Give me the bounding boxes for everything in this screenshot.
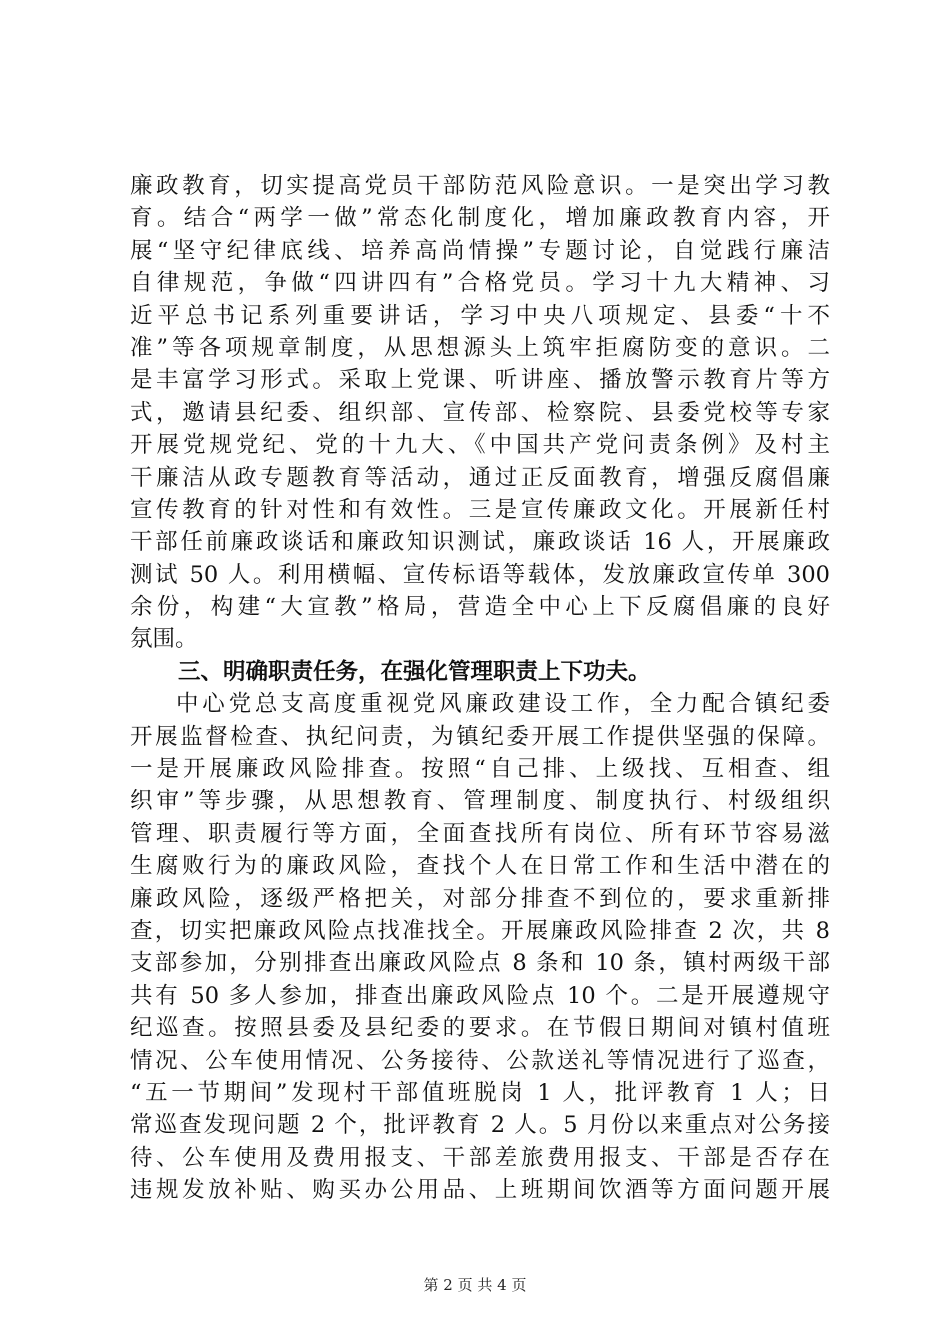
text-line: 展“坚守纪律底线、培养高尚情操”专题讨论，自觉践行廉洁 (130, 237, 830, 264)
text-line: 宣传教育的针对性和有效性。三是宣传廉政文化。开展新任村 (130, 496, 830, 523)
text-line: 情况、公车使用情况、公务接待、公款送礼等情况进行了巡查， (130, 1047, 830, 1074)
text-line: 氛围。 (130, 626, 198, 653)
text-line: 测试 50 人。利用横幅、宣传标语等载体，发放廉政宣传单 300 (130, 561, 830, 588)
text-line: 查，切实把廉政风险点找准找全。开展廉政风险排查 2 次，共 8 (130, 917, 830, 944)
text-line: 生腐败行为的廉政风险，查找个人在日常工作和生活中潜在的 (130, 853, 830, 880)
text-line: 待、公车使用及费用报支、干部差旅费用报支、干部是否存在 (130, 1144, 830, 1171)
section-heading: 三、明确职责任务，在强化管理职责上下功夫。 (178, 658, 651, 685)
text-line: 廉政风险，逐级严格把关，对部分排查不到位的，要求重新排 (130, 885, 830, 912)
text-line: 一是开展廉政风险排查。按照“自己排、上级找、互相查、组 (130, 756, 830, 783)
text-line: 式，邀请县纪委、组织部、宣传部、检察院、县委党校等专家 (130, 399, 830, 426)
text-line: 织审”等步骤，从思想教育、管理制度、制度执行、村级组织 (130, 788, 830, 815)
text-line: 违规发放补贴、购买办公用品、上班期间饮酒等方面问题开展 (130, 1177, 830, 1204)
text-line: “五一节期间”发现村干部值班脱岗 1 人，批评教育 1 人；日 (130, 1079, 830, 1106)
text-line: 近平总书记系列重要讲话，学习中央八项规定、县委“十不 (130, 302, 830, 329)
text-line: 纪巡查。按照县委及县纪委的要求。在节假日期间对镇村值班 (130, 1015, 830, 1042)
text-line: 管理、职责履行等方面，全面查找所有岗位、所有环节容易滋 (130, 820, 830, 847)
text-line: 共有 50 多人参加，排查出廉政风险点 10 个。二是开展遵规守 (130, 982, 830, 1009)
text-line: 准”等各项规章制度，从思想源头上筑牢拒腐防变的意识。二 (130, 334, 830, 361)
text-line: 干廉洁从政专题教育等活动，通过正反面教育，增强反腐倡廉 (130, 464, 830, 491)
text-line: 余份，构建“大宣教”格局，营造全中心上下反腐倡廉的良好 (130, 594, 830, 621)
text-line: 廉政教育，切实提高党员干部防范风险意识。一是突出学习教 (130, 173, 830, 199)
text-line: 育。结合“两学一做”常态化制度化，增加廉政教育内容，开 (130, 205, 830, 232)
document-body (130, 170, 830, 1207)
text-line: 常巡查发现问题 2 个，批评教育 2 人。5 月份以来重点对公务接 (130, 1112, 830, 1139)
text-line: 开展党规党纪、党的十九大、《中国共产党问责条例》及村主 (130, 432, 830, 459)
text-line: 是丰富学习形式。采取上党课、听讲座、播放警示教育片等方 (130, 367, 830, 394)
text-line: 干部任前廉政谈话和廉政知识测试，廉政谈话 16 人，开展廉政 (130, 529, 830, 556)
text-line: 中心党总支高度重视党风廉政建设工作，全力配合镇纪委 (176, 691, 830, 718)
page-footer: 第 2 页 共 4 页 (423, 1276, 527, 1294)
text-line: 开展监督检查、执纪问责，为镇纪委开展工作提供坚强的保障。 (130, 723, 830, 750)
text-line: 自律规范，争做“四讲四有”合格党员。学习十九大精神、习 (130, 270, 830, 297)
text-line: 支部参加，分别排查出廉政风险点 8 条和 10 条，镇村两级干部 (130, 950, 830, 977)
